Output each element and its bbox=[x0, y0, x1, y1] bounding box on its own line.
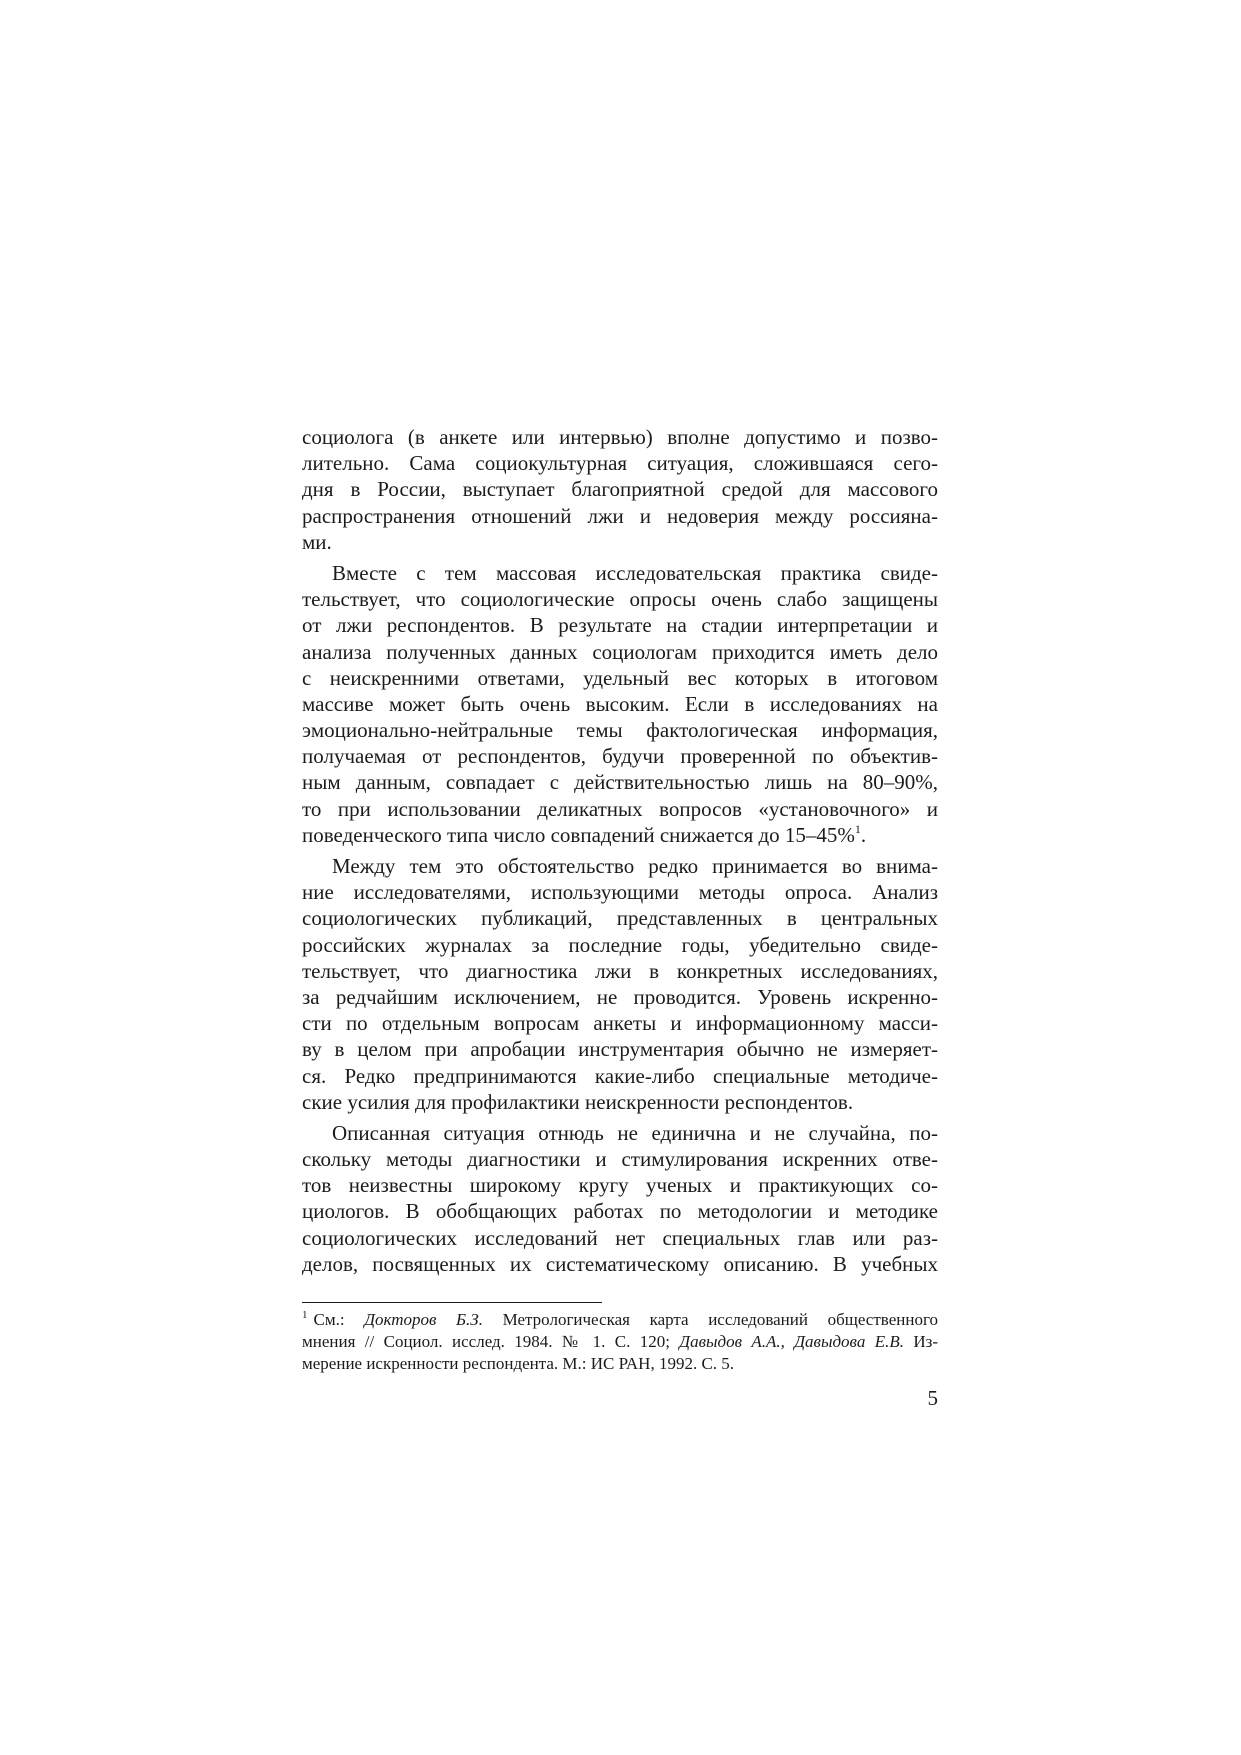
text-line: то при использовании деликатных вопросов «установочного» и bbox=[302, 796, 938, 821]
text-line: получаемая от респондентов, будучи проверенной по объектив- bbox=[302, 744, 938, 769]
paragraph-2 bbox=[302, 560, 938, 848]
text-line: ние исследователями, использующими методы опроса. Анализ bbox=[302, 880, 938, 905]
paragraph-1 bbox=[302, 424, 938, 555]
text-line bbox=[302, 822, 938, 848]
footnote-reference[interactable]: 1 bbox=[854, 821, 861, 836]
footnote-mark: 1 bbox=[302, 1309, 308, 1321]
footnote-line bbox=[302, 1331, 938, 1353]
paragraph-3 bbox=[302, 853, 938, 1115]
text-line: ские усилия для профилактики неискренности респондентов. bbox=[302, 1089, 854, 1114]
text-line: тельствует, что диагностика лжи в конкретных исследованиях, bbox=[302, 958, 938, 983]
text-line-content: поведенческого типа число совпадений снижается до 15–45% bbox=[302, 822, 855, 847]
footnote-text: Из- bbox=[903, 1332, 938, 1351]
footnote bbox=[302, 1309, 938, 1375]
text-line: социологических исследований нет специальных глав или раз- bbox=[302, 1225, 938, 1250]
text-line: циологов. В обобщающих работах по методологии и методике bbox=[302, 1199, 938, 1224]
text-line: сти по отдельным вопросам анкеты и информационному масси- bbox=[302, 1011, 938, 1036]
footnote-authors: Давыдов А.А., Давыдова Е.В. bbox=[679, 1332, 904, 1351]
text-line: ми. bbox=[302, 529, 332, 554]
footnote-prefix: См.: bbox=[313, 1310, 365, 1329]
text-line: за редчайшим исключением, не проводится. Уровень искренно- bbox=[302, 984, 938, 1009]
text-line: анализа полученных данных социологам приходится иметь дело bbox=[302, 639, 938, 664]
text-line: российских журналах за последние годы, убедительно свиде- bbox=[302, 932, 938, 957]
text-line: тельствует, что социологические опросы очень слабо защищены bbox=[302, 587, 938, 612]
footnote-author: Докторов Б.З. bbox=[364, 1310, 483, 1329]
footnote-separator bbox=[302, 1302, 602, 1303]
text-line: тов неизвестны широкому кругу ученых и практикующих со- bbox=[302, 1173, 938, 1198]
text-line: лительно. Сама социокультурная ситуация, сложившаяся сего- bbox=[302, 451, 938, 476]
page-number: 5 bbox=[927, 1386, 938, 1410]
text-line: делов, посвященных их систематическому описанию. В учебных bbox=[302, 1251, 938, 1276]
text-line: массиве может быть очень высоким. Если в исследованиях на bbox=[302, 691, 938, 716]
text-line: Описанная ситуация отнюдь не единична и не случайна, по- bbox=[332, 1120, 938, 1145]
text-line: от лжи респондентов. В результате на стадии интерпретации и bbox=[302, 613, 938, 638]
text-line: с неискренними ответами, удельный вес которых в итоговом bbox=[302, 665, 938, 690]
body-text bbox=[302, 424, 938, 1277]
text-line: скольку методы диагностики и стимулирования искренних отве- bbox=[302, 1147, 938, 1172]
text-line: социологических публикаций, представленных в центральных bbox=[302, 906, 938, 931]
text-line: ным данным, совпадает с действительностью лишь на 80–90%, bbox=[302, 770, 938, 795]
paragraph-4 bbox=[302, 1120, 938, 1277]
footnote-line bbox=[302, 1309, 938, 1331]
text-line: ся. Редко предпринимаются какие-либо специальные методиче- bbox=[302, 1063, 938, 1088]
footnote-text: мнения // Социол. исслед. 1984. № 1. С. 120; bbox=[302, 1332, 680, 1351]
text-line: Между тем это обстоятельство редко принимается во внима- bbox=[332, 854, 938, 878]
text-line: Вместе с тем массовая исследовательская практика свиде- bbox=[332, 560, 938, 585]
text-line: ву в целом при апробации инструментария обычно не измеряет- bbox=[302, 1037, 938, 1062]
sentence-end: . bbox=[860, 822, 867, 847]
footnote-text: Метрологическая карта исследований общественного bbox=[482, 1310, 938, 1329]
text-line: социолога (в анкете или интервью) вполне допустимо и позво- bbox=[302, 425, 938, 449]
text-line: дня в России, выступает благоприятной средой для массового bbox=[302, 477, 938, 502]
text-line: эмоционально-нейтральные темы фактологическая информация, bbox=[302, 718, 938, 743]
text-line: распространения отношений лжи и недоверия между россияна- bbox=[302, 503, 938, 528]
footnote-line: мерение искренности респондента. М.: ИС РАН, 1992. С. 5. bbox=[302, 1354, 735, 1373]
